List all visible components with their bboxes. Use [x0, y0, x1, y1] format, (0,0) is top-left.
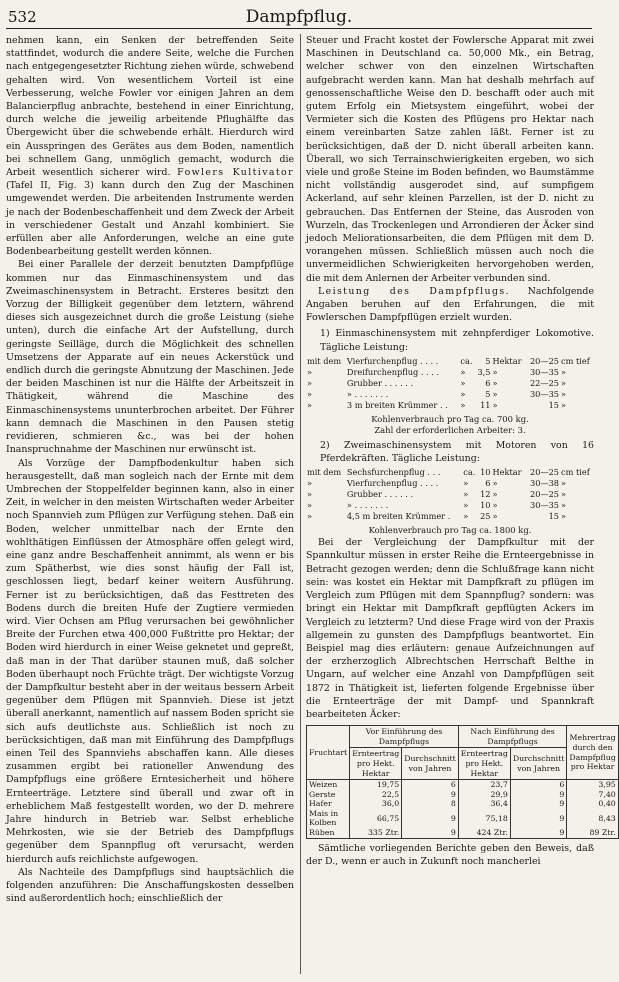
cell-before: 335 Ztr.: [350, 828, 402, 838]
header-before: Vor Einführung des Dampfpflugs: [350, 726, 459, 748]
paragraph: Als Nachteile des Dampfpflugs sind hauptsächlich die folgenden anzuführen: Die Anschaffungskosten desselben sind außerordentlich hoch; einschließlich der: [6, 866, 294, 905]
cell-extra: 8,43: [567, 809, 618, 828]
performance-table-1: [306, 356, 594, 411]
row-area: 25: [480, 511, 491, 522]
cell-before: 36,0: [350, 799, 402, 809]
row-tool: » . . . . . . .: [346, 388, 389, 399]
yield-table: [306, 725, 619, 839]
table-row: [306, 356, 594, 367]
table-row: [307, 809, 619, 828]
row-prefix: mit dem: [307, 467, 342, 478]
table-row: [306, 389, 594, 400]
cell-years-after: 9: [510, 790, 567, 800]
row-prefix: »: [307, 377, 313, 388]
row-ca: ca.: [460, 355, 473, 366]
row-area: 10: [480, 467, 491, 478]
cell-after: 29,9: [458, 790, 510, 800]
workers-note: Zahl der erforderlichen Arbeiter: 3.: [374, 424, 526, 435]
row-depth: 30—35: [529, 500, 560, 511]
cell-after: 424 Ztr.: [458, 828, 510, 838]
row-unit: »: [492, 511, 498, 522]
left-column: [6, 34, 294, 905]
row-depth-unit: »: [561, 478, 567, 489]
cell-years-before: 8: [402, 799, 459, 809]
paragraph: Sämtliche vorliegenden Berichte geben den Beweis, daß der D., wenn er auch in Zukunft noch mancherlei: [306, 842, 594, 867]
row-depth-unit: »: [561, 500, 567, 511]
table-row: [306, 378, 594, 389]
row-prefix: »: [307, 489, 313, 500]
table-row: [306, 478, 594, 489]
row-prefix: mit dem: [307, 355, 342, 366]
row-unit: Hektar: [492, 467, 522, 478]
cell-before: 19,75: [350, 780, 402, 790]
cell-years-after: 6: [510, 780, 567, 790]
term-fowlers-kultivator: Fowlers Kultivator: [177, 167, 294, 179]
row-area: 11: [480, 399, 491, 410]
page-number: 532: [8, 8, 37, 26]
row-area: 3,5: [477, 366, 491, 377]
paragraph: Bei einer Parallele der derzeit benutzten Dampfpflüge kommen nur das Einmaschinensystem und das Zweimaschinensystem in Betracht. Ersteres besitzt den Vorzug der Billigkeit gegenüber dem letztern, während dieses sich ausgezeichnet durch die große Leistung (siehe unten), durch die einfache Art der Aufstellung, durch geringste Seilläge, durch die Möglichkeit des schnellen Umsetzens der Apparate auf ein neues Ackerstück und endlich durch die geringste Abnutzung der Maschinen. Jede der beiden Maschinen ist nur die Hälfte der Arbeitszeit in Thätigkeit, während die Maschine des Einmaschinensystems ununterbrochen arbeitet. Der Führer kann demnach die Maschinen in den Pausen stetig revidieren, schmieren &c., was bei der hohen Inanspruchnahme der Maschinen nur erwünscht ist.: [6, 259, 294, 456]
row-depth-unit: »: [561, 388, 567, 399]
list-item: 2) Zweimaschinensystem mit Motoren von 16 Pferdekräften. Tägliche Leistung:: [320, 439, 594, 465]
row-unit: »: [492, 366, 498, 377]
cell-years-after: 9: [510, 828, 567, 838]
running-title: Dampfpflug.: [245, 7, 353, 27]
row-depth: 30—35: [529, 388, 559, 399]
cell-extra: 89 Ztr.: [567, 828, 618, 838]
cell-years-after: 9: [510, 799, 567, 809]
cell-crop: Rüben: [307, 828, 350, 838]
paragraph: Als Vorzüge der Dampfbodenkultur haben sich herausgestellt, daß man sogleich nach der Ernte mit dem Umbrechen der Stoppelfelder beginnen kann, also in einer Zeit, in welcher in den meisten Wirtschaften weder Arbeiter noch Spannvieh zum Pflügen zur Verfügung stehen. Daß ein Boden, welcher unmittelbar nach der Ernte den wohlthätigen Einflüssen der Atmosphäre offen gelegt wird, eine ganz andre Beschaffenheit annimmt, als wenn er bis zum Spätherbst, wie dies sonst häufig der Fall ist, geschlossen liegt, bedarf keiner weitern Ausführung. Ferner ist zu berücksichtigen, daß das Festtreten des Bodens durch die breiten Hufe der Zugtiere vermieden wird. Vier Ochsen am Pflug verursachen bei gewöhnlicher Breite der Furchen etwa 400,000 Fußtritte pro Hektar; der Boden wird hierdurch in einer Weise geknetet und gepreßt, daß man in der That darüber staunen muß, daß solcher Boden überhaupt noch Früchte trägt. Der wichtigste Vorzug der Dampfkultur besteht aber in der weitaus bessern Arbeit gegenüber dem Pflügen mit Spannvieh. Diese ist jetzt überall anerkannt, namentlich auf nassem Boden spricht sie sich aufs deutlichste aus. Schließlich ist noch zu berücksichtigen, daß man mit Einführung des Dampfpflugs einen Teil des Spannviehs abschaffen kann. Alle dieses zusammen ergibt bei rationeller Anwendung des Dampfpflugs eine größere Erntesicherheit und höhere Ernteerträge. Letztere sind überall und zwar oft in erheblichem Maß festgestellt worden, wo der D. mehrere Jahre hindurch in Betrieb war. Selbst erhebliche Mehrkosten, wie sie der Betrieb des Dampfpflugs gegenüber dem Spannpflug oft verursacht, werden hierdurch aufs reichlichste aufgewogen.: [6, 457, 294, 865]
page-header: [6, 6, 592, 29]
row-area: 5: [485, 355, 491, 366]
cell-after: 75,18: [458, 809, 510, 828]
cell-crop: Hafer: [307, 799, 350, 809]
row-depth: 15: [548, 511, 560, 522]
row-ca: »: [460, 388, 466, 399]
row-tool: Dreifurchenpflug . . . .: [346, 366, 440, 377]
row-ca: »: [463, 500, 469, 511]
cell-after: 23,7: [458, 780, 510, 790]
cell-crop: Weizen: [307, 780, 350, 790]
header-crop: Fruchtart: [307, 726, 350, 780]
row-depth-unit: »: [561, 377, 567, 388]
row-depth: 20—25: [529, 355, 559, 366]
cell-extra: 0,40: [567, 799, 618, 809]
column-divider: [300, 34, 301, 974]
row-area: 12: [480, 489, 491, 500]
table-row: [307, 780, 619, 790]
header-yield: Ernteertrag pro Hekt. Hektar: [350, 748, 402, 780]
section-heading: Leistung des Dampfpflugs.: [318, 285, 510, 297]
row-tool: Sechsfurchenpflug . . .: [346, 467, 441, 478]
row-tool: Vierfurchenpflug . . . .: [346, 478, 439, 489]
header-extra: Mehrertrag durch den Dampfpflug pro Hektar: [567, 726, 618, 780]
row-ca: »: [463, 478, 469, 489]
row-ca: »: [463, 489, 469, 500]
row-area: 10: [480, 500, 491, 511]
row-prefix: »: [307, 366, 313, 377]
row-prefix: »: [307, 511, 313, 522]
cell-crop: Gerste: [307, 790, 350, 800]
row-area: 5: [485, 388, 491, 399]
cell-years-before: 9: [402, 809, 459, 828]
row-tool: 3 m breiten Krümmer . .: [346, 399, 448, 410]
paragraph: Steuer und Fracht kostet der Fowlersche Apparat mit zwei Maschinen in Deutschland ca. 50,000 Mk., ein Betrag, welcher schwer von den einzelnen Wirtschaften aufgebracht werden kann. Man hat deshalb mehrfach auf genossenschaftliche Weise den D. beschafft oder auch mit gutem Erfolg ein Mietsystem eingeführt, wobei der Vermieter sich die Kosten des Pflügens pro Hektar nach einem vereinbarten Satze zahlen läßt. Ferner ist zu berücksichtigen, daß der D. nicht überall arbeiten kann. Überall, wo sich Terrainschwierigkeiten ergeben, wo sich viele und große Steine im Boden befinden, wo Baumstämme nicht vollständig ausgerodet sind, auf sumpfigem Ackerland, auf sehr kleinen Parzellen, ist der D. nicht zu gebrauchen. Das Entfernen der Steine, das Ausroden von Wurzeln, das Trockenlegen und Arrondieren der Äcker sind jedoch Meliorationsarbeiten, die dem Pflügen mit dem D. vorangehen müssen. Schließlich müssen auch noch die unvermeidlichen Schwierigkeiten hervorgehoben werden, die mit dem Anlernen der Arbeiter verbunden sind.: [306, 35, 594, 284]
paragraph: Bei der Vergleichung der Dampfkultur mit der Spannkultur müssen in erster Reihe die Ernteergebnisse in Betracht gezogen werden; denn die Schlußfrage kann nicht sein: was kostet ein Hektar mit Dampfkraft zu pflügen im Vergleich zum Pflügen mit dem Spannpflug? sondern: was bringt ein Hektar mit Dampfkraft gepflügten Ackers im Vergleich zu letzterm? Und diese Frage wird von der Praxis allgemein zu gunsten des Dampfpflugs beantwortet. Ein Beispiel mag dies erläutern: genaue Aufzeichnungen auf der erzherzoglich Albrechtschen Herrschaft Belthe in Ungarn, auf welcher eine Anzahl von Dampfpflügen seit 1872 in Thätigkeit ist, lieferten folgende Ergebnisse über die Ernteerträge der mit Dampf- und Spannkraft bearbeiteten Äcker:: [306, 537, 594, 720]
row-depth: 15: [548, 399, 559, 410]
row-tool: Grubber . . . . . .: [346, 377, 414, 388]
row-depth-unit: »: [561, 489, 567, 500]
row-depth: 30—35: [529, 366, 559, 377]
row-prefix: »: [307, 500, 313, 511]
table-row: [307, 799, 619, 809]
header-avg: Durchschnitt von Jahren: [510, 748, 567, 780]
cell-years-before: 9: [402, 790, 459, 800]
row-prefix: »: [307, 399, 313, 410]
row-depth-unit: »: [561, 399, 567, 410]
table-row: [306, 500, 594, 511]
row-tool: Vierfurchenpflug . . . .: [346, 355, 439, 366]
row-ca: »: [460, 377, 466, 388]
row-ca: »: [460, 366, 466, 377]
table-row: [306, 467, 594, 478]
row-ca: »: [460, 399, 466, 410]
row-depth-unit: »: [561, 366, 567, 377]
row-unit: »: [492, 377, 498, 388]
cell-after: 36,4: [458, 799, 510, 809]
paragraph: Leistung des Dampfpflugs. Nachfolgende Angaben beruhen auf den Erfahrungen, die mit Fowlerschen Dampfpflügen erzielt wurden.: [306, 285, 594, 324]
row-depth-unit: »: [561, 511, 567, 522]
row-prefix: »: [307, 388, 313, 399]
paragraph: nehmen kann, ein Senken der betreffenden Seite stattfindet, wodurch die andere Seite, welche die Furchen nach entgegengesetzter Richtung ziehen würde, schwebend gehalten wird. Von wesentlichem Vorteil ist eine Verbesserung, welche Fowler vor einigen Jahren an dem Balancierpflug anbrachte, bestehend in einer Einrichtung, durch welche die jeweilig arbeitende Pflughälfte das Übergewicht über die schwebende erhält. Hierdurch wird ein Ausspringen des Gerätes aus dem Boden, namentlich bei schnellem Gang, unmöglich gemacht, wodurch die Arbeit wesentlich sicherer wird. Fowlers Kultivator (Tafel II, Fig. 3) kann durch den Zug der Maschinen umgewendet werden. Die arbeitenden Instrumente werden je nach der Bodenbeschaffenheit und dem Zweck der Arbeit in verschiedener Gestalt und Anzahl kombiniert. Sie erfüllen aber alle Anforderungen, welche an eine gute Bodenbearbeitung gestellt werden können.: [6, 35, 294, 258]
row-depth: 30—38: [529, 478, 560, 489]
coal-note: Kohlenverbrauch pro Tag ca. 700 kg.: [371, 413, 529, 424]
performance-table-2: [306, 467, 594, 522]
table-row: [306, 400, 594, 411]
coal-note: Kohlenverbrauch pro Tag ca. 1800 kg.: [368, 525, 532, 536]
row-depth-unit: cm tief: [561, 355, 590, 366]
row-depth: 20—25: [529, 489, 560, 500]
row-ca: ca.: [463, 467, 476, 478]
row-depth-unit: cm tief: [561, 467, 590, 478]
table-row: [306, 367, 594, 378]
table-row: [306, 511, 594, 522]
row-tool: 4,5 m breiten Krümmer .: [346, 511, 451, 522]
row-ca: »: [463, 511, 469, 522]
row-area: 6: [485, 478, 491, 489]
row-unit: Hektar: [492, 355, 522, 366]
cell-years-after: 9: [510, 809, 567, 828]
row-area: 6: [485, 377, 491, 388]
cell-years-before: 9: [402, 828, 459, 838]
cell-before: 22,5: [350, 790, 402, 800]
header-avg: Durchschnitt von Jahren: [402, 748, 459, 780]
header-yield: Ernteertrag pro Hekt. Hektar: [458, 748, 510, 780]
row-unit: »: [492, 388, 498, 399]
table-row: [306, 489, 594, 500]
row-tool: Grubber . . . . . .: [346, 489, 414, 500]
row-depth: 20—25: [529, 467, 560, 478]
row-unit: »: [492, 489, 498, 500]
table-row: [307, 790, 619, 800]
cell-extra: 3,95: [567, 780, 618, 790]
cell-before: 66,75: [350, 809, 402, 828]
table-row: [307, 828, 619, 838]
header-after: Nach Einführung des Dampfpflugs: [458, 726, 567, 748]
right-column: [306, 34, 616, 868]
row-unit: »: [492, 399, 498, 410]
cell-crop: Mais in Kolben: [307, 809, 350, 828]
row-unit: »: [492, 500, 498, 511]
cell-extra: 7,40: [567, 790, 618, 800]
row-unit: »: [492, 478, 498, 489]
row-prefix: »: [307, 478, 313, 489]
row-depth: 22—25: [529, 377, 559, 388]
list-item: 1) Einmaschinensystem mit zehnpferdiger Lokomotive. Tägliche Leistung:: [320, 328, 594, 353]
row-tool: » . . . . . . .: [346, 500, 389, 511]
cell-years-before: 6: [402, 780, 459, 790]
